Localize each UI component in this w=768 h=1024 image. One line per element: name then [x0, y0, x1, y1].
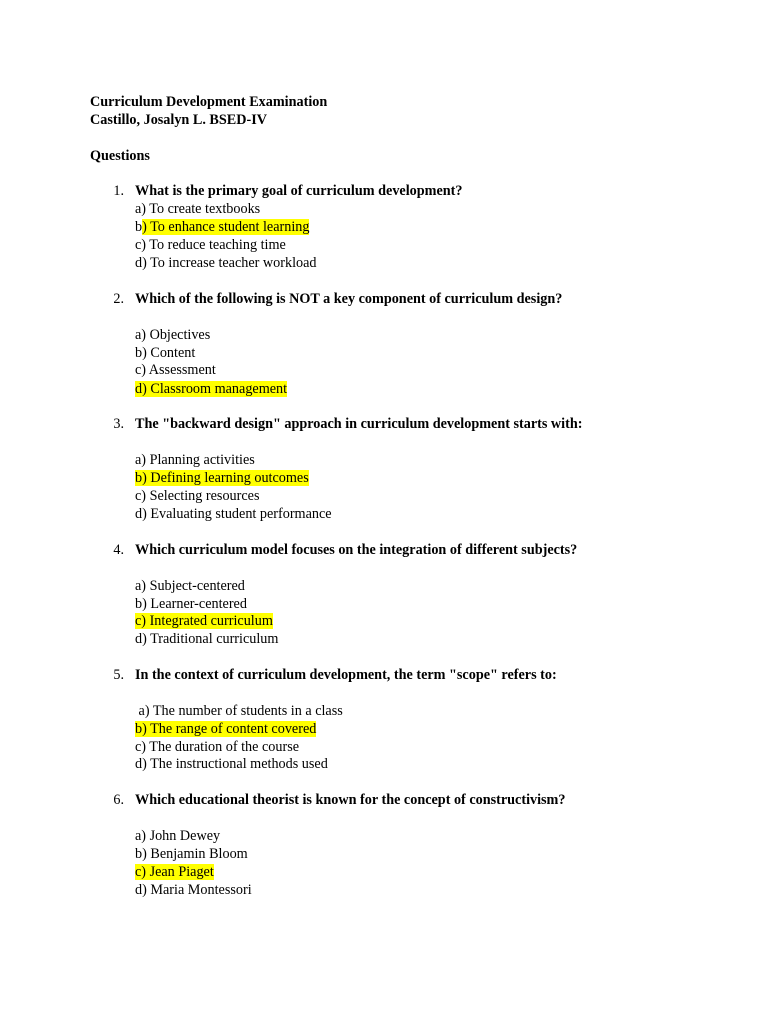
- answer-option: a) Subject-centered: [135, 578, 245, 594]
- question-text: Which educational theorist is known for the concept of constructivism?: [135, 792, 566, 808]
- author-line: Castillo, Josalyn L. BSED-IV: [90, 112, 267, 128]
- answer-option: d) Traditional curriculum: [135, 631, 279, 647]
- highlighted-answer: d) Classroom management: [135, 381, 288, 397]
- question-text: In the context of curriculum development, the term "scope" refers to:: [135, 667, 557, 683]
- answer-option: a) Objectives: [135, 327, 211, 343]
- option-prefix: b: [135, 219, 143, 235]
- question-number: 6.: [113, 792, 124, 808]
- answer-option: b) Learner-centered: [135, 596, 247, 612]
- question-number: 1.: [113, 183, 124, 199]
- answer-option: b) Benjamin Bloom: [135, 846, 248, 862]
- question-number: 4.: [113, 542, 124, 558]
- question-number: 3.: [113, 416, 124, 432]
- answer-option: a) To create textbooks: [135, 201, 261, 217]
- highlighted-answer: b) Defining learning outcomes: [135, 470, 309, 486]
- answer-option: a) John Dewey: [135, 828, 221, 844]
- answer-option: b) Content: [135, 345, 196, 361]
- document-title: Curriculum Development Examination: [90, 94, 328, 110]
- highlighted-answer: c) Integrated curriculum: [135, 613, 273, 629]
- answer-option-correct: [135, 720, 316, 738]
- section-heading: Questions: [90, 148, 150, 164]
- answer-option: c) Selecting resources: [135, 488, 260, 504]
- question-text: What is the primary goal of curriculum development?: [135, 183, 463, 199]
- answer-option: c) The duration of the course: [135, 739, 300, 755]
- answer-option-correct: [135, 863, 214, 881]
- answer-option: d) Maria Montessori: [135, 882, 252, 898]
- answer-option: d) Evaluating student performance: [135, 506, 332, 522]
- answer-option-correct: [135, 469, 309, 487]
- answer-option: a) Planning activities: [135, 452, 255, 468]
- answer-option-correct: [135, 380, 287, 398]
- answer-option: c) Assessment: [135, 362, 216, 378]
- highlighted-answer: c) Jean Piaget: [135, 864, 214, 880]
- question-number: 2.: [113, 291, 124, 307]
- question-text: Which of the following is NOT a key component of curriculum design?: [135, 291, 563, 307]
- highlighted-answer: ) To enhance student learning: [142, 219, 310, 235]
- highlighted-answer: b) The range of content covered: [135, 721, 317, 737]
- answer-option: c) To reduce teaching time: [135, 237, 286, 253]
- answer-option-correct: [135, 612, 273, 630]
- question-text: Which curriculum model focuses on the integration of different subjects?: [135, 542, 578, 558]
- answer-option: d) To increase teacher workload: [135, 255, 317, 271]
- question-text: The "backward design" approach in curriculum development starts with:: [135, 416, 583, 432]
- question-number: 5.: [113, 667, 124, 683]
- answer-option: a) The number of students in a class: [135, 703, 343, 719]
- answer-option-correct: [135, 218, 309, 236]
- answer-option: d) The instructional methods used: [135, 756, 328, 772]
